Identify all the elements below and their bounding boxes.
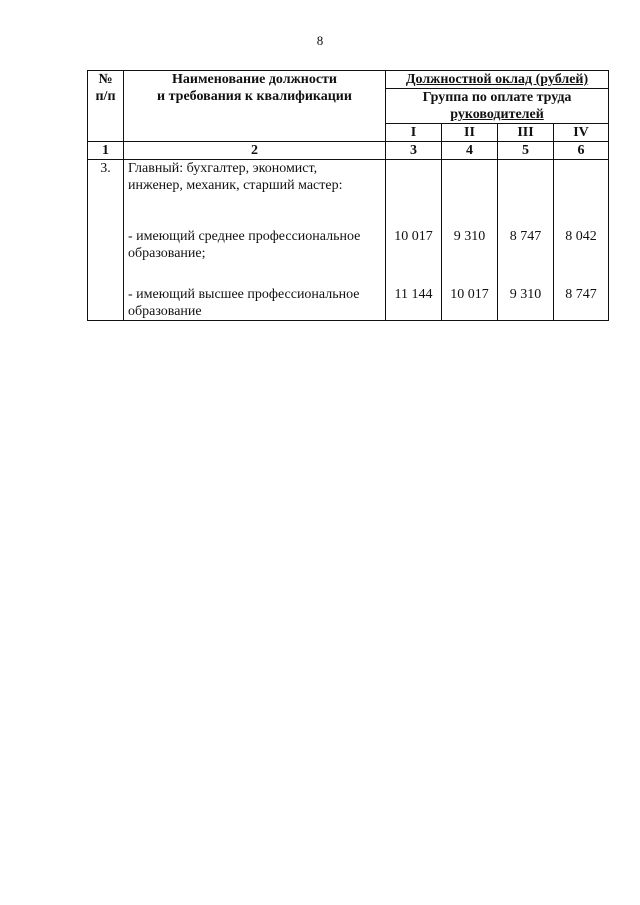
salary-table [87, 70, 609, 321]
row-number: 3. [88, 160, 124, 321]
header-row-1 [88, 71, 609, 89]
table-row [88, 160, 609, 321]
header-position-cell [124, 71, 386, 142]
salary-value: 11 144 [394, 287, 433, 302]
header-number-cell [88, 71, 124, 142]
salary-group-3-cell [498, 160, 554, 321]
page-number: 8 [316, 33, 324, 48]
salary-value: 8 042 [565, 229, 597, 244]
column-number-1: 1 [88, 142, 124, 160]
salary-group-2-cell [442, 160, 498, 321]
header-salary-label: Должностной оклад (рублей) [405, 72, 589, 87]
group-label-1: I [386, 124, 442, 142]
header-position-line1: Наименование должности [172, 72, 337, 87]
column-number-4: 4 [442, 142, 498, 160]
requirement-1-line2: образование; [128, 246, 206, 261]
salary-value: 8 747 [565, 287, 597, 302]
salary-value: 8 747 [509, 229, 542, 244]
salary-group-4-cell [554, 160, 609, 321]
requirement-1-line1: - имеющий среднее профессиональное [128, 229, 361, 244]
header-position-line2: и требования к квалификации [157, 89, 352, 104]
column-number-5: 5 [498, 142, 554, 160]
group-label-2: II [442, 124, 498, 142]
salary-value: 10 017 [450, 287, 489, 302]
requirement-2-line2: образование [128, 304, 202, 319]
header-number-line2: п/п [95, 89, 116, 104]
column-number-6: 6 [554, 142, 609, 160]
column-number-2: 2 [124, 142, 386, 160]
salary-value: 10 017 [394, 229, 433, 244]
column-numbers-row [88, 142, 609, 160]
salary-value: 9 310 [509, 287, 542, 302]
salary-value: 9 310 [453, 229, 486, 244]
header-number-line1: № [98, 72, 113, 87]
header-salary-cell [386, 71, 609, 89]
group-label-4: IV [554, 124, 609, 142]
column-number-3: 3 [386, 142, 442, 160]
salary-group-1-cell [386, 160, 442, 321]
header-group-line1: Группа по оплате труда [422, 90, 572, 105]
requirement-2-line1: - имеющий высшее профессиональное [128, 287, 360, 302]
position-description-cell [124, 160, 386, 321]
group-label-3: III [498, 124, 554, 142]
header-group-line2: руководителей [450, 107, 544, 122]
position-title-line1: Главный: бухгалтер, экономист, [128, 161, 318, 176]
position-title-line2: инженер, механик, старший мастер: [128, 178, 343, 193]
header-group-cell [386, 89, 609, 124]
